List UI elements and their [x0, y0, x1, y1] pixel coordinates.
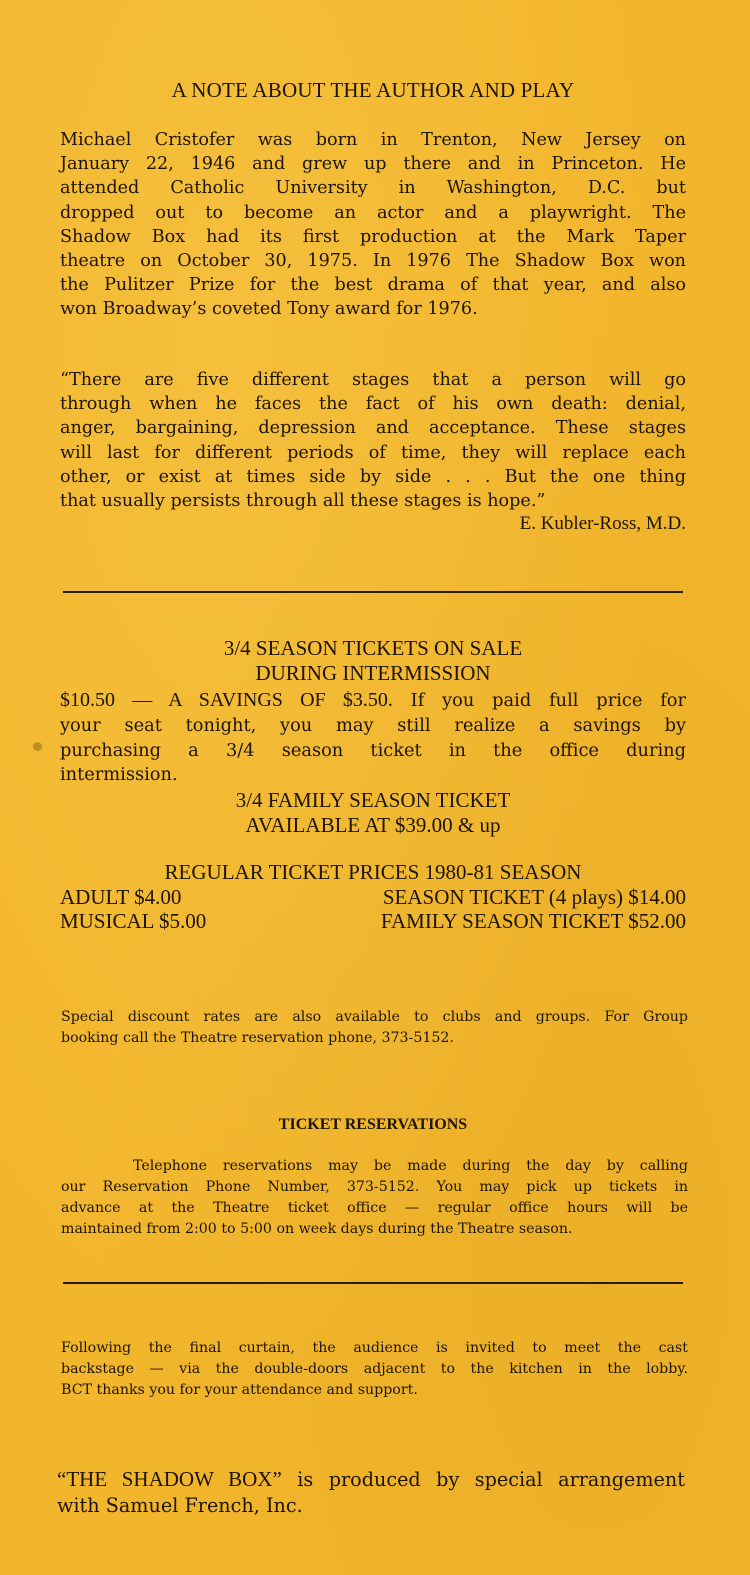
- discount-line: booking call the Theatre reservation phone, 373-5152.: [61, 1030, 454, 1046]
- quote-line: that usually persists through all these stages is hope.”: [60, 491, 546, 512]
- closing-line: BCT thanks you for your attendance and support.: [61, 1382, 418, 1398]
- season-sale-paragraph: [60, 688, 686, 788]
- bio-line: the Pulitzer Prize for the best drama of that year, and also: [60, 275, 686, 296]
- price-right: FAMILY SEASON TICKET $52.00: [380, 909, 686, 933]
- family-ticket-heading: [60, 788, 686, 838]
- price-right: SEASON TICKET (4 plays) $14.00: [382, 885, 686, 909]
- quote-line: “There are five different stages that a person will go: [60, 370, 686, 390]
- family-ticket-heading-line: AVAILABLE AT $39.00 & up: [245, 813, 501, 837]
- credit-line: [57, 1466, 685, 1493]
- closing-line: backstage — via the double-doors adjacent to the kitchen in the lobby.: [61, 1361, 688, 1377]
- closing-paragraph: [61, 1338, 688, 1401]
- bio-line: January 22, 1946 and grew up there and in Princeton. He: [60, 154, 686, 175]
- season-sale-heading-line: DURING INTERMISSION: [255, 661, 491, 685]
- reservations-line: our Reservation Phone Number, 373-5152. You may pick up tickets in: [61, 1179, 688, 1195]
- discount-paragraph: [61, 1007, 688, 1049]
- reservations-line: Telephone reservations may be made during the day by calling: [133, 1158, 688, 1174]
- author-bio-paragraph: [60, 128, 686, 322]
- quote-line: anger, bargaining, depression and acceptance. These stages: [60, 418, 686, 439]
- reservations-paragraph: [61, 1156, 688, 1240]
- credit-line-rest: is produced by special arrangement: [281, 1468, 685, 1491]
- reservations-heading: TICKET RESERVATIONS: [278, 1116, 468, 1133]
- regular-prices-heading: REGULAR TICKET PRICES 1980-81 SEASON: [164, 860, 582, 884]
- price-row: [60, 909, 686, 933]
- note-heading: A NOTE ABOUT THE AUTHOR AND PLAY: [171, 78, 575, 102]
- sale-line-rest: If you paid full price for: [392, 690, 686, 711]
- family-ticket-heading-line: 3/4 FAMILY SEASON TICKET: [235, 788, 511, 812]
- quote-line: other, or exist at times side by side . . . But the one thing: [60, 466, 686, 487]
- reservations-line: maintained from 2:00 to 5:00 on week days during the Theatre season.: [61, 1221, 573, 1237]
- credit-play-title: “THE SHADOW BOX”: [57, 1467, 282, 1491]
- production-credit: [57, 1466, 685, 1519]
- discount-line: Special discount rates are also available to clubs and groups. For Group: [61, 1009, 688, 1025]
- sale-line: intermission.: [60, 764, 178, 786]
- sale-line: [60, 688, 686, 714]
- sale-line: your seat tonight, you may still realize a savings by: [60, 714, 686, 736]
- quote-attribution: E. Kubler-Ross, M.D.: [519, 513, 686, 534]
- bio-line: attended Catholic University in Washington, D.C. but: [60, 178, 686, 199]
- kubler-ross-quote: [60, 368, 686, 513]
- bio-line: Michael Cristofer was born in Trenton, New Jersey on: [60, 130, 686, 150]
- punch-mark: [33, 742, 42, 751]
- closing-line: Following the final curtain, the audience is invited to meet the cast: [61, 1340, 688, 1356]
- sale-line: purchasing a 3/4 season ticket in the office during: [60, 739, 686, 761]
- section-divider: [63, 591, 683, 593]
- bio-line: dropped out to become an actor and a playwright. The: [60, 202, 686, 223]
- price-row: [60, 885, 686, 909]
- price-left: ADULT $4.00: [60, 885, 182, 909]
- quote-line: through when he faces the fact of his own death: denial,: [60, 394, 686, 415]
- season-sale-heading-line: 3/4 SEASON TICKETS ON SALE: [223, 636, 523, 660]
- reservations-line: advance at the Theatre ticket office — regular office hours will be: [61, 1200, 688, 1216]
- credit-line: with Samuel French, Inc.: [57, 1494, 303, 1517]
- price-left: MUSICAL $5.00: [60, 909, 207, 933]
- season-sale-heading: [60, 636, 686, 686]
- bio-line: won Broadway’s coveted Tony award for 1976.: [60, 299, 478, 320]
- quote-line: will last for different periods of time, they will replace each: [60, 442, 686, 463]
- bio-line: theatre on October 30, 1975. In 1976 The Shadow Box won: [60, 251, 686, 272]
- section-divider: [63, 1282, 683, 1284]
- sale-price: $10.50 — A SAVINGS OF $3.50.: [60, 689, 393, 711]
- bio-line: Shadow Box had its first production at the Mark Taper: [60, 226, 686, 247]
